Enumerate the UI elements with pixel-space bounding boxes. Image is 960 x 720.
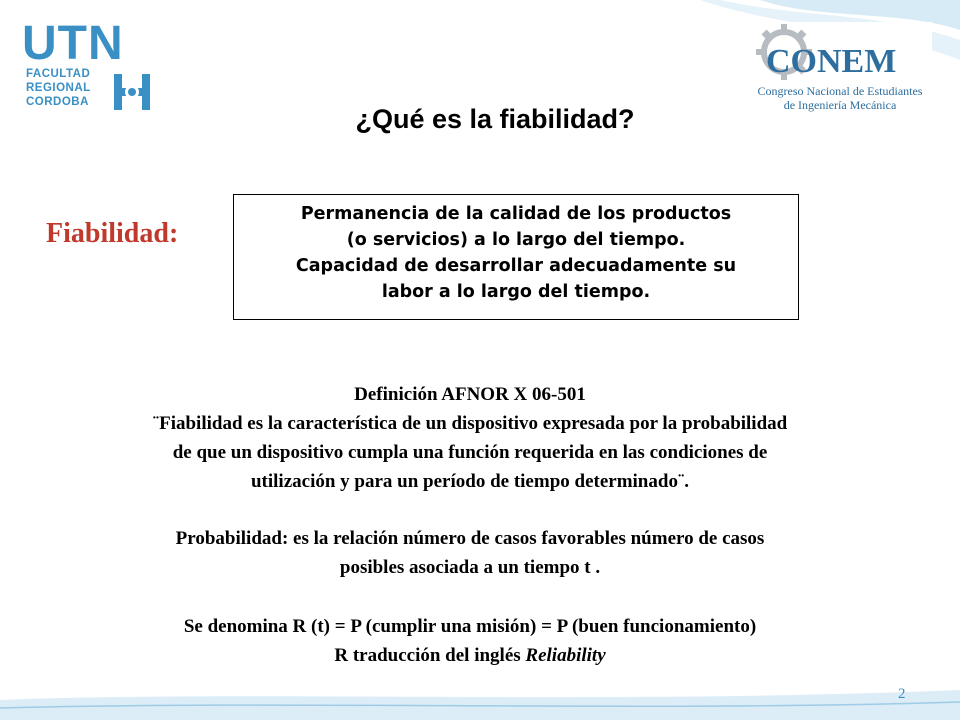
definition-line-1: Permanencia de la calidad de los productos xyxy=(300,204,732,224)
page-number: 2 xyxy=(898,686,906,702)
denomina-line-2-prefix: R traducción del inglés xyxy=(334,645,526,666)
definition-line-4: labor a lo largo del tiempo. xyxy=(381,282,651,302)
utn-logo-word: UTN xyxy=(22,17,124,70)
probabilidad-paragraph xyxy=(40,524,900,582)
utn-logo-line-2: REGIONAL xyxy=(26,82,91,94)
afnor-heading: Definición AFNOR X 06-501 xyxy=(354,384,586,405)
probabilidad-line-2: posibles asociada a un tiempo t . xyxy=(339,557,601,578)
afnor-definition xyxy=(40,380,900,496)
page-title: ¿Qué es la fiabilidad? xyxy=(355,104,635,134)
reliability-term: Reliability xyxy=(525,645,606,666)
conem-logo-line-1: Congreso Nacional de Estudiantes xyxy=(757,84,923,98)
denomina-paragraph xyxy=(40,612,900,670)
afnor-line-2: de que un dispositivo cumpla una función requerida en las condiciones de xyxy=(172,442,768,463)
probabilidad-line-1: Probabilidad: es la relación número de casos favorables número de casos xyxy=(175,528,765,549)
fiabilidad-label: Fiabilidad: xyxy=(46,218,179,249)
conem-logo-line-2: de Ingeniería Mecánica xyxy=(783,98,897,112)
afnor-line-3: utilización y para un período de tiempo determinado¨. xyxy=(250,471,690,492)
utn-logo-line-1: FACULTAD xyxy=(26,68,91,80)
utn-logo-line-3: CORDOBA xyxy=(26,96,89,108)
denomina-line-1: Se denomina R (t) = P (cumplir una misión) = P (buen funcionamiento) xyxy=(183,616,757,637)
definition-line-2: (o servicios) a lo largo del tiempo. xyxy=(346,230,686,250)
utn-logo xyxy=(18,18,158,118)
definition-box xyxy=(233,194,799,320)
definition-line-3: Capacidad de desarrollar adecuadamente su xyxy=(295,256,737,276)
conem-logo-word: CONEM xyxy=(766,43,897,80)
denomina-line-2 xyxy=(40,641,900,670)
afnor-line-1: ¨Fiabilidad es la característica de un dispositivo expresada por la probabilidad xyxy=(152,413,788,434)
